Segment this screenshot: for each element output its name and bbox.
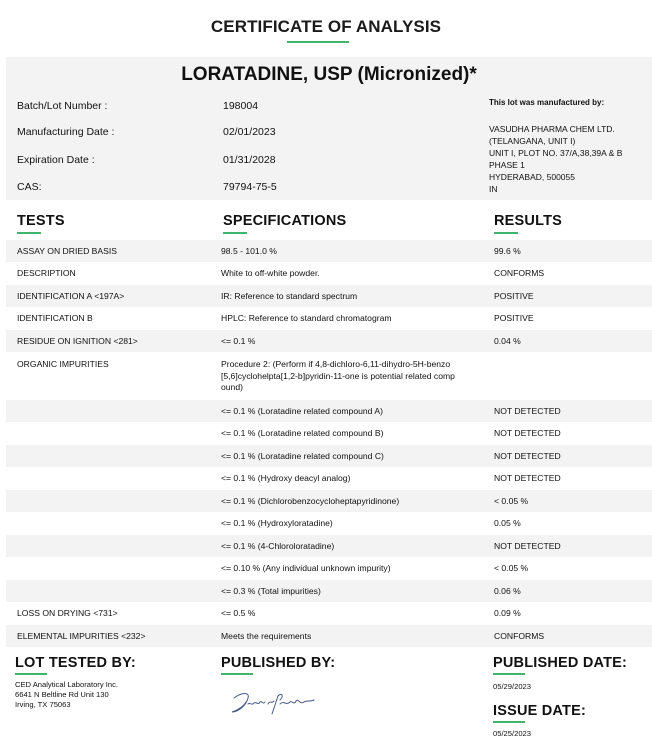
- result: NOT DETECTED: [494, 473, 561, 483]
- specification: White to off-white powder.: [221, 268, 320, 278]
- manufacturing-date-value: 02/01/2023: [223, 126, 276, 138]
- published-by-underline: [221, 673, 253, 675]
- table-row: [6, 602, 652, 625]
- test-name: IDENTIFICATION B: [17, 313, 93, 323]
- lab-city: Irving, TX 75063: [15, 700, 71, 709]
- specification: IR: Reference to standard spectrum: [221, 291, 358, 301]
- test-name: ASSAY ON DRIED BASIS: [17, 246, 117, 256]
- test-name: ELEMENTAL IMPURITIES <232>: [17, 631, 146, 641]
- table-row: [6, 625, 652, 647]
- specifications-column-header: SPECIFICATIONS: [223, 213, 347, 229]
- table-row: [6, 512, 652, 535]
- result: NOT DETECTED: [494, 428, 561, 438]
- table-row: [6, 580, 652, 602]
- signature-image: [228, 686, 318, 718]
- specification: <= 0.1 % (Hydroxyloratadine): [221, 518, 333, 528]
- result: 0.04 %: [494, 336, 521, 346]
- specification: <= 0.1 %: [221, 336, 256, 346]
- manufacturer-line: IN: [489, 184, 498, 194]
- result: < 0.05 %: [494, 496, 529, 506]
- published-date-underline: [493, 673, 525, 675]
- table-row: [6, 330, 652, 352]
- issue-date-heading: ISSUE DATE:: [493, 703, 586, 719]
- table-row: [6, 352, 652, 400]
- published-by-heading: PUBLISHED BY:: [221, 655, 336, 671]
- results-column-header: RESULTS: [494, 213, 562, 229]
- table-row: [6, 262, 652, 285]
- manufacturing-date-label: Manufacturing Date :: [17, 126, 115, 138]
- table-row: [6, 400, 652, 422]
- cas-value: 79794-75-5: [223, 181, 277, 193]
- result: < 0.05 %: [494, 563, 529, 573]
- specification: <= 0.3 % (Total impurities): [221, 586, 321, 596]
- manufacturer-line: HYDERABAD, 500055: [489, 172, 575, 182]
- table-row: [6, 445, 652, 467]
- test-name: DESCRIPTION: [17, 268, 76, 278]
- lab-address: 6641 N Beltline Rd Unit 130: [15, 690, 109, 699]
- result: 0.05 %: [494, 518, 521, 528]
- table-row: [6, 490, 652, 512]
- specification: <= 0.1 % (Hydroxy deacyl analog): [221, 473, 351, 483]
- lot-tested-by-underline: [15, 673, 47, 675]
- results-header-underline: [494, 232, 518, 234]
- published-date-heading: PUBLISHED DATE:: [493, 655, 628, 671]
- result: POSITIVE: [494, 291, 534, 301]
- specification: 98.5 - 101.0 %: [221, 246, 277, 256]
- specification: <= 0.1 % (Loratadine related compound C): [221, 451, 384, 461]
- batch-lot-value: 198004: [223, 100, 259, 112]
- expiration-date-value: 01/31/2028: [223, 154, 276, 166]
- result: NOT DETECTED: [494, 541, 561, 551]
- result: NOT DETECTED: [494, 451, 561, 461]
- manufacturer-line: PHASE 1: [489, 160, 525, 170]
- manufacturer-line: (TELANGANA, UNIT I): [489, 136, 576, 146]
- lab-name: CED Analytical Laboratory Inc.: [15, 680, 118, 689]
- issue-date-underline: [493, 721, 525, 723]
- specification: <= 0.5 %: [221, 608, 256, 618]
- table-row: [6, 557, 652, 580]
- published-date-value: 05/29/2023: [493, 682, 532, 691]
- specification: HPLC: Reference to standard chromatogram: [221, 313, 392, 323]
- cas-label: CAS:: [17, 181, 42, 193]
- table-row: [6, 285, 652, 307]
- expiration-date-label: Expiration Date :: [17, 154, 95, 166]
- specification: <= 0.1 % (4-Chloroloratadine): [221, 541, 335, 551]
- specification: <= 0.1 % (Loratadine related compound A): [221, 406, 383, 416]
- title-underline: [287, 41, 349, 43]
- specifications-header-underline: [223, 232, 247, 234]
- test-name: RESIDUE ON IGNITION <281>: [17, 336, 138, 346]
- manufacturer-line: UNIT I, PLOT NO. 37/A,38,39A & B: [489, 148, 623, 158]
- specification: Meets the requirements: [221, 631, 312, 641]
- product-name: LORATADINE, USP (Micronized)*: [181, 64, 477, 85]
- table-row: [6, 240, 652, 262]
- manufacturer-title: This lot was manufactured by:: [489, 98, 605, 107]
- result: POSITIVE: [494, 313, 534, 323]
- result: 0.06 %: [494, 586, 521, 596]
- table-row: [6, 467, 652, 490]
- tests-header-underline: [17, 232, 41, 234]
- test-name: IDENTIFICATION A <197A>: [17, 291, 125, 301]
- specification: <= 0.1 % (Dichlorobenzocycloheptapyridinone): [221, 496, 400, 506]
- result: CONFORMS: [494, 268, 545, 278]
- lot-tested-by-heading: LOT TESTED BY:: [15, 655, 136, 671]
- specification: <= 0.10 % (Any individual unknown impurity): [221, 563, 391, 573]
- table-row: [6, 307, 652, 330]
- result: 99.6 %: [494, 246, 521, 256]
- manufacturer-line: VASUDHA PHARMA CHEM LTD.: [489, 124, 615, 134]
- batch-lot-label: Batch/Lot Number :: [17, 100, 108, 112]
- result: 0.09 %: [494, 608, 521, 618]
- table-row: [6, 535, 652, 557]
- tests-column-header: TESTS: [17, 213, 65, 229]
- specification: <= 0.1 % (Loratadine related compound B): [221, 428, 384, 438]
- test-name: LOSS ON DRYING <731>: [17, 608, 118, 618]
- test-name: ORGANIC IMPURITIES: [17, 359, 109, 369]
- table-row: [6, 422, 652, 445]
- issue-date-value: 05/25/2023: [493, 729, 532, 738]
- specification: Procedure 2: (Perform if 4,8-dichloro-6,11-dihydro-5H-benzo[5,6]cyclohelpta[1,2-b]pyridin-11-one is potential related compound): [221, 359, 455, 392]
- result: CONFORMS: [494, 631, 545, 641]
- document-title: CERTIFICATE OF ANALYSIS: [210, 17, 442, 36]
- result: NOT DETECTED: [494, 406, 561, 416]
